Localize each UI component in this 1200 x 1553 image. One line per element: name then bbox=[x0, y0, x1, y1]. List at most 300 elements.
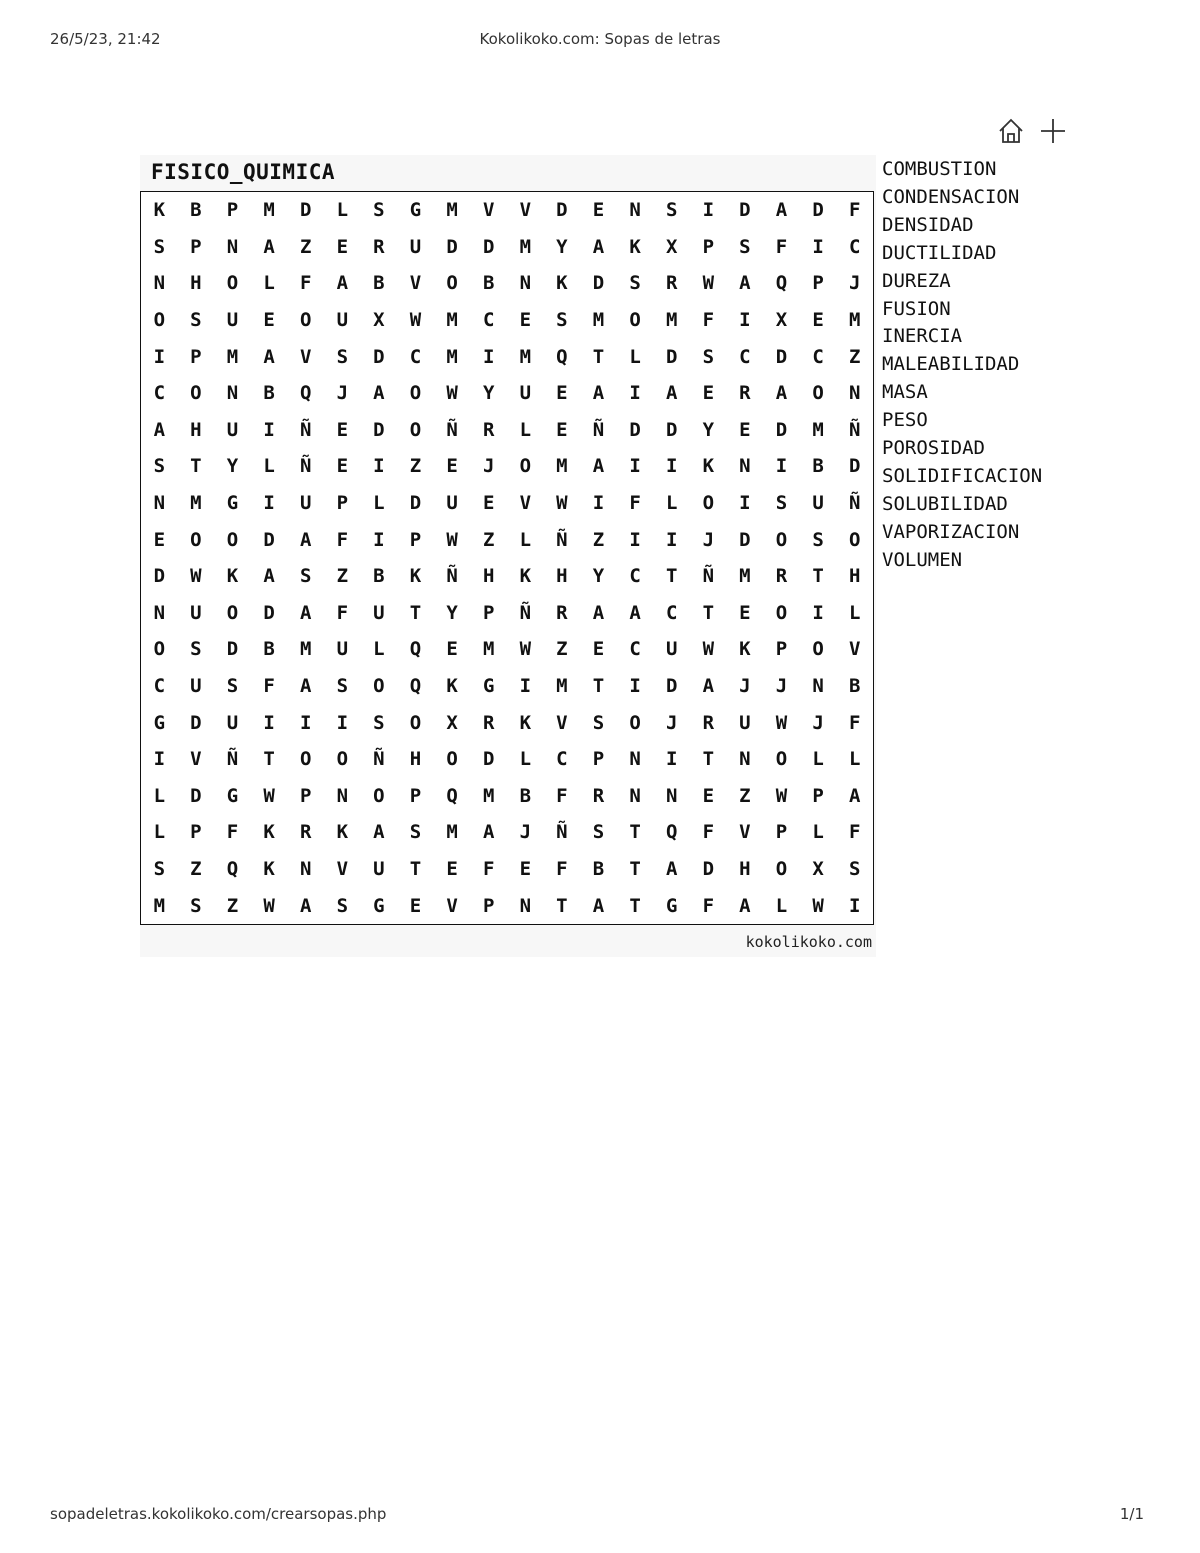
grid-cell[interactable]: B bbox=[373, 272, 385, 295]
grid-cell[interactable]: A bbox=[299, 528, 312, 551]
grid-cell[interactable]: B bbox=[848, 675, 861, 698]
grid-cell[interactable]: V bbox=[519, 199, 532, 222]
grid-cell[interactable]: A bbox=[665, 858, 678, 881]
grid-cell[interactable]: I bbox=[153, 748, 166, 771]
grid-cell[interactable]: O bbox=[409, 382, 422, 405]
grid-cell[interactable]: M bbox=[226, 345, 239, 368]
grid-cell[interactable]: R bbox=[592, 784, 605, 807]
grid-cell[interactable]: U bbox=[373, 601, 385, 624]
grid-cell[interactable]: E bbox=[519, 858, 532, 881]
grid-cell[interactable]: Ñ bbox=[299, 418, 312, 441]
grid-cell[interactable]: N bbox=[153, 601, 166, 624]
grid-cell[interactable]: K bbox=[556, 272, 568, 295]
grid-cell[interactable]: I bbox=[629, 675, 641, 698]
grid-cell[interactable]: O bbox=[848, 528, 861, 551]
grid-cell[interactable]: M bbox=[482, 784, 495, 807]
grid-cell[interactable]: S bbox=[336, 894, 349, 917]
grid-cell[interactable]: N bbox=[153, 272, 166, 295]
grid-cell[interactable]: E bbox=[702, 382, 715, 405]
grid-cell[interactable]: C bbox=[848, 235, 861, 258]
grid-cell[interactable]: T bbox=[702, 748, 715, 771]
grid-cell[interactable]: Z bbox=[409, 455, 422, 478]
grid-cell[interactable]: A bbox=[263, 565, 275, 588]
grid-cell[interactable]: J bbox=[775, 675, 788, 698]
grid-cell[interactable]: L bbox=[665, 492, 678, 515]
grid-cell[interactable]: I bbox=[739, 492, 751, 515]
grid-cell[interactable]: O bbox=[299, 748, 312, 771]
grid-cell[interactable]: M bbox=[190, 492, 202, 515]
grid-cell[interactable]: E bbox=[592, 199, 605, 222]
grid-cell[interactable]: S bbox=[153, 858, 166, 881]
grid-cell[interactable]: I bbox=[373, 528, 385, 551]
grid-cell[interactable]: Ñ bbox=[556, 821, 568, 844]
grid-cell[interactable]: A bbox=[592, 601, 605, 624]
grid-cell[interactable]: I bbox=[263, 418, 275, 441]
grid-cell[interactable]: Q bbox=[409, 638, 422, 661]
grid-cell[interactable]: R bbox=[556, 601, 568, 624]
grid-cell[interactable]: L bbox=[153, 821, 166, 844]
grid-cell[interactable]: S bbox=[665, 199, 678, 222]
grid-cell[interactable]: S bbox=[556, 309, 568, 332]
grid-cell[interactable]: F bbox=[702, 894, 715, 917]
grid-cell[interactable]: J bbox=[702, 528, 715, 551]
grid-cell[interactable]: P bbox=[190, 345, 202, 368]
grid-cell[interactable]: E bbox=[702, 784, 715, 807]
grid-cell[interactable]: O bbox=[299, 309, 312, 332]
grid-cell[interactable]: K bbox=[263, 858, 275, 881]
grid-cell[interactable]: Z bbox=[592, 528, 605, 551]
grid-cell[interactable]: P bbox=[812, 784, 824, 807]
grid-cell[interactable]: Y bbox=[482, 382, 495, 405]
grid-cell[interactable]: G bbox=[153, 711, 166, 734]
grid-cell[interactable]: Z bbox=[848, 345, 861, 368]
grid-cell[interactable]: Q bbox=[665, 821, 678, 844]
grid-cell[interactable]: A bbox=[592, 894, 605, 917]
grid-cell[interactable]: E bbox=[409, 894, 422, 917]
grid-cell[interactable]: T bbox=[556, 894, 568, 917]
grid-cell[interactable]: G bbox=[373, 894, 385, 917]
grid-cell[interactable]: O bbox=[702, 492, 715, 515]
grid-cell[interactable]: E bbox=[263, 309, 275, 332]
grid-cell[interactable]: C bbox=[153, 382, 166, 405]
grid-cell[interactable]: Ñ bbox=[226, 748, 239, 771]
grid-cell[interactable]: W bbox=[263, 894, 275, 917]
grid-cell[interactable]: B bbox=[263, 382, 275, 405]
grid-cell[interactable]: M bbox=[812, 418, 824, 441]
grid-cell[interactable]: S bbox=[336, 345, 349, 368]
grid-cell[interactable]: B bbox=[812, 455, 824, 478]
grid-cell[interactable]: T bbox=[629, 821, 641, 844]
grid-cell[interactable]: S bbox=[409, 821, 422, 844]
grid-cell[interactable]: S bbox=[812, 528, 824, 551]
grid-cell[interactable]: V bbox=[848, 638, 861, 661]
grid-cell[interactable]: M bbox=[556, 675, 568, 698]
grid-cell[interactable]: M bbox=[299, 638, 312, 661]
grid-cell[interactable]: A bbox=[299, 894, 312, 917]
grid-cell[interactable]: U bbox=[812, 492, 824, 515]
grid-cell[interactable]: J bbox=[336, 382, 349, 405]
grid-cell[interactable]: N bbox=[629, 748, 641, 771]
grid-cell[interactable]: M bbox=[739, 565, 751, 588]
grid-cell[interactable]: K bbox=[153, 199, 166, 222]
grid-cell[interactable]: O bbox=[373, 784, 385, 807]
grid-cell[interactable]: W bbox=[190, 565, 202, 588]
grid-cell[interactable]: N bbox=[153, 492, 166, 515]
grid-cell[interactable]: P bbox=[409, 528, 422, 551]
grid-cell[interactable]: L bbox=[336, 199, 349, 222]
grid-cell[interactable]: H bbox=[190, 418, 202, 441]
grid-cell[interactable]: O bbox=[629, 711, 641, 734]
grid-cell[interactable]: S bbox=[592, 711, 605, 734]
grid-cell[interactable]: S bbox=[190, 894, 202, 917]
grid-cell[interactable]: O bbox=[153, 638, 166, 661]
grid-cell[interactable]: V bbox=[190, 748, 202, 771]
grid-cell[interactable]: A bbox=[482, 821, 495, 844]
grid-cell[interactable]: T bbox=[702, 601, 715, 624]
grid-cell[interactable]: A bbox=[629, 601, 641, 624]
grid-cell[interactable]: O bbox=[446, 272, 458, 295]
grid-cell[interactable]: O bbox=[775, 528, 788, 551]
grid-cell[interactable]: K bbox=[446, 675, 458, 698]
grid-cell[interactable]: R bbox=[775, 565, 788, 588]
grid-cell[interactable]: C bbox=[409, 345, 422, 368]
grid-cell[interactable]: K bbox=[263, 821, 275, 844]
grid-cell[interactable]: S bbox=[226, 675, 239, 698]
grid-cell[interactable]: S bbox=[592, 821, 605, 844]
grid-cell[interactable]: T bbox=[665, 565, 678, 588]
grid-cell[interactable]: A bbox=[263, 235, 275, 258]
grid-cell[interactable]: X bbox=[446, 711, 458, 734]
grid-cell[interactable]: M bbox=[556, 455, 568, 478]
grid-cell[interactable]: W bbox=[775, 784, 788, 807]
grid-cell[interactable]: D bbox=[702, 858, 715, 881]
grid-cell[interactable]: F bbox=[336, 601, 349, 624]
grid-cell[interactable]: B bbox=[592, 858, 605, 881]
grid-cell[interactable]: N bbox=[519, 272, 532, 295]
grid-cell[interactable]: A bbox=[299, 601, 312, 624]
grid-cell[interactable]: L bbox=[263, 272, 275, 295]
grid-cell[interactable]: F bbox=[263, 675, 275, 698]
grid-cell[interactable]: I bbox=[373, 455, 385, 478]
grid-cell[interactable]: A bbox=[373, 821, 385, 844]
grid-cell[interactable]: Q bbox=[556, 345, 568, 368]
grid-cell[interactable]: Q bbox=[775, 272, 788, 295]
grid-cell[interactable]: F bbox=[848, 711, 861, 734]
grid-cell[interactable]: A bbox=[848, 784, 861, 807]
grid-cell[interactable]: A bbox=[702, 675, 715, 698]
grid-cell[interactable]: I bbox=[629, 455, 641, 478]
grid-cell[interactable]: N bbox=[226, 382, 239, 405]
grid-cell[interactable]: M bbox=[848, 309, 861, 332]
grid-cell[interactable]: I bbox=[299, 711, 312, 734]
grid-cell[interactable]: V bbox=[299, 345, 312, 368]
grid-cell[interactable]: W bbox=[446, 382, 458, 405]
grid-cell[interactable]: D bbox=[482, 235, 495, 258]
grid-cell[interactable]: U bbox=[190, 675, 202, 698]
grid-cell[interactable]: Z bbox=[556, 638, 568, 661]
grid-cell[interactable]: X bbox=[775, 309, 788, 332]
grid-cell[interactable]: S bbox=[702, 345, 715, 368]
grid-cell[interactable]: C bbox=[482, 309, 495, 332]
grid-cell[interactable]: D bbox=[263, 601, 275, 624]
grid-cell[interactable]: X bbox=[373, 309, 385, 332]
grid-cell[interactable]: O bbox=[336, 748, 349, 771]
grid-cell[interactable]: S bbox=[373, 199, 385, 222]
grid-cell[interactable]: R bbox=[299, 821, 312, 844]
grid-cell[interactable]: Ñ bbox=[702, 565, 715, 588]
grid-cell[interactable]: P bbox=[592, 748, 605, 771]
grid-cell[interactable]: W bbox=[446, 528, 458, 551]
grid-cell[interactable]: Z bbox=[190, 858, 202, 881]
grid-cell[interactable]: B bbox=[482, 272, 495, 295]
grid-cell[interactable]: K bbox=[519, 711, 532, 734]
grid-cell[interactable]: O bbox=[226, 272, 239, 295]
grid-cell[interactable]: A bbox=[665, 382, 678, 405]
grid-cell[interactable]: I bbox=[702, 199, 715, 222]
grid-cell[interactable]: E bbox=[336, 418, 349, 441]
grid-cell[interactable]: S bbox=[739, 235, 751, 258]
grid-cell[interactable]: U bbox=[409, 235, 422, 258]
grid-cell[interactable]: O bbox=[629, 309, 641, 332]
grid-cell[interactable]: E bbox=[446, 858, 458, 881]
grid-cell[interactable]: F bbox=[848, 199, 861, 222]
grid-cell[interactable]: R bbox=[482, 418, 495, 441]
grid-cell[interactable]: E bbox=[519, 309, 532, 332]
grid-cell[interactable]: P bbox=[336, 492, 349, 515]
grid-cell[interactable]: A bbox=[153, 418, 166, 441]
grid-cell[interactable]: K bbox=[336, 821, 349, 844]
grid-cell[interactable]: S bbox=[373, 711, 385, 734]
grid-cell[interactable]: C bbox=[812, 345, 824, 368]
grid-cell[interactable]: O bbox=[812, 638, 824, 661]
grid-cell[interactable]: L bbox=[519, 528, 532, 551]
grid-cell[interactable]: D bbox=[665, 675, 678, 698]
grid-cell[interactable]: E bbox=[153, 528, 166, 551]
grid-cell[interactable]: M bbox=[263, 199, 275, 222]
grid-cell[interactable]: D bbox=[739, 528, 751, 551]
grid-cell[interactable]: K bbox=[629, 235, 641, 258]
grid-cell[interactable]: I bbox=[665, 528, 678, 551]
grid-cell[interactable]: E bbox=[482, 492, 495, 515]
grid-cell[interactable]: O bbox=[812, 382, 824, 405]
grid-cell[interactable]: I bbox=[153, 345, 166, 368]
grid-cell[interactable]: O bbox=[775, 748, 788, 771]
grid-cell[interactable]: U bbox=[336, 638, 349, 661]
grid-cell[interactable]: L bbox=[153, 784, 166, 807]
grid-cell[interactable]: N bbox=[226, 235, 239, 258]
grid-cell[interactable]: D bbox=[373, 418, 385, 441]
grid-cell[interactable]: I bbox=[519, 675, 532, 698]
grid-cell[interactable]: A bbox=[373, 382, 385, 405]
grid-cell[interactable]: N bbox=[848, 382, 861, 405]
grid-cell[interactable]: S bbox=[629, 272, 641, 295]
grid-cell[interactable]: M bbox=[482, 638, 495, 661]
grid-cell[interactable]: J bbox=[482, 455, 495, 478]
grid-cell[interactable]: O bbox=[190, 382, 202, 405]
grid-cell[interactable]: S bbox=[153, 235, 166, 258]
grid-cell[interactable]: Ñ bbox=[848, 418, 861, 441]
grid-cell[interactable]: T bbox=[629, 894, 641, 917]
grid-cell[interactable]: E bbox=[446, 638, 458, 661]
grid-cell[interactable]: J bbox=[665, 711, 678, 734]
grid-cell[interactable]: N bbox=[336, 784, 349, 807]
grid-cell[interactable]: U bbox=[226, 309, 239, 332]
grid-cell[interactable]: Ñ bbox=[446, 418, 458, 441]
grid-cell[interactable]: G bbox=[482, 675, 495, 698]
grid-cell[interactable]: U bbox=[190, 601, 202, 624]
grid-cell[interactable]: F bbox=[336, 528, 349, 551]
grid-cell[interactable]: F bbox=[556, 858, 568, 881]
grid-cell[interactable]: W bbox=[556, 492, 568, 515]
grid-cell[interactable]: W bbox=[702, 272, 715, 295]
grid-cell[interactable]: Q bbox=[446, 784, 458, 807]
grid-cell[interactable]: H bbox=[848, 565, 861, 588]
grid-cell[interactable]: O bbox=[446, 748, 458, 771]
grid-cell[interactable]: U bbox=[336, 309, 349, 332]
grid-cell[interactable]: G bbox=[226, 492, 239, 515]
grid-cell[interactable]: Z bbox=[336, 565, 349, 588]
grid-cell[interactable]: O bbox=[409, 418, 422, 441]
grid-cell[interactable]: Y bbox=[702, 418, 715, 441]
grid-cell[interactable]: Ñ bbox=[556, 528, 568, 551]
grid-cell[interactable]: Y bbox=[446, 601, 458, 624]
grid-cell[interactable]: S bbox=[775, 492, 788, 515]
grid-cell[interactable]: P bbox=[190, 235, 202, 258]
grid-cell[interactable]: T bbox=[263, 748, 275, 771]
grid-cell[interactable]: M bbox=[153, 894, 166, 917]
grid-cell[interactable]: E bbox=[812, 309, 824, 332]
grid-cell[interactable]: C bbox=[739, 345, 751, 368]
grid-cell[interactable]: A bbox=[592, 382, 605, 405]
grid-cell[interactable]: W bbox=[263, 784, 275, 807]
grid-cell[interactable]: V bbox=[336, 858, 349, 881]
grid-cell[interactable]: T bbox=[409, 858, 422, 881]
grid-cell[interactable]: P bbox=[299, 784, 312, 807]
grid-cell[interactable]: A bbox=[739, 272, 751, 295]
grid-cell[interactable]: M bbox=[519, 235, 532, 258]
grid-cell[interactable]: A bbox=[775, 199, 788, 222]
grid-cell[interactable]: I bbox=[629, 528, 641, 551]
grid-cell[interactable]: P bbox=[702, 235, 715, 258]
grid-cell[interactable]: E bbox=[446, 455, 458, 478]
grid-cell[interactable]: R bbox=[702, 711, 715, 734]
home-icon[interactable] bbox=[996, 116, 1026, 146]
grid-cell[interactable]: C bbox=[556, 748, 568, 771]
grid-cell[interactable]: R bbox=[665, 272, 678, 295]
grid-cell[interactable]: T bbox=[592, 345, 605, 368]
grid-cell[interactable]: T bbox=[409, 601, 422, 624]
grid-cell[interactable]: M bbox=[446, 821, 458, 844]
grid-cell[interactable]: I bbox=[812, 235, 824, 258]
grid-cell[interactable]: E bbox=[739, 418, 751, 441]
grid-cell[interactable]: D bbox=[299, 199, 312, 222]
grid-cell[interactable]: I bbox=[263, 492, 275, 515]
grid-cell[interactable]: L bbox=[629, 345, 641, 368]
grid-cell[interactable]: I bbox=[336, 711, 349, 734]
grid-cell[interactable]: K bbox=[702, 455, 715, 478]
grid-cell[interactable]: F bbox=[226, 821, 239, 844]
grid-cell[interactable]: I bbox=[739, 309, 751, 332]
grid-cell[interactable]: D bbox=[848, 455, 861, 478]
grid-cell[interactable]: Y bbox=[226, 455, 239, 478]
grid-cell[interactable]: B bbox=[373, 565, 385, 588]
grid-cell[interactable]: X bbox=[812, 858, 824, 881]
grid-cell[interactable]: F bbox=[775, 235, 788, 258]
grid-cell[interactable]: J bbox=[812, 711, 824, 734]
grid-cell[interactable]: L bbox=[519, 748, 532, 771]
grid-cell[interactable]: U bbox=[299, 492, 312, 515]
grid-cell[interactable]: H bbox=[482, 565, 495, 588]
grid-cell[interactable]: D bbox=[190, 784, 202, 807]
grid-cell[interactable]: A bbox=[775, 382, 788, 405]
grid-cell[interactable]: G bbox=[226, 784, 239, 807]
grid-cell[interactable]: V bbox=[739, 821, 751, 844]
grid-cell[interactable]: U bbox=[226, 711, 239, 734]
grid-cell[interactable]: U bbox=[739, 711, 751, 734]
grid-cell[interactable]: P bbox=[775, 821, 788, 844]
grid-cell[interactable]: U bbox=[665, 638, 678, 661]
grid-cell[interactable]: C bbox=[153, 675, 166, 698]
grid-cell[interactable]: O bbox=[226, 528, 239, 551]
grid-cell[interactable]: Y bbox=[556, 235, 568, 258]
grid-cell[interactable]: K bbox=[409, 565, 422, 588]
grid-cell[interactable]: S bbox=[153, 455, 166, 478]
grid-cell[interactable]: V bbox=[482, 199, 495, 222]
grid-cell[interactable]: U bbox=[373, 858, 385, 881]
grid-cell[interactable]: S bbox=[190, 309, 202, 332]
grid-cell[interactable]: L bbox=[848, 601, 861, 624]
grid-cell[interactable]: L bbox=[775, 894, 788, 917]
grid-cell[interactable]: D bbox=[629, 418, 641, 441]
grid-cell[interactable]: O bbox=[226, 601, 239, 624]
grid-cell[interactable]: O bbox=[775, 601, 788, 624]
grid-cell[interactable]: Ñ bbox=[848, 492, 861, 515]
grid-cell[interactable]: D bbox=[153, 565, 166, 588]
grid-cell[interactable]: D bbox=[665, 418, 678, 441]
grid-cell[interactable]: H bbox=[409, 748, 422, 771]
grid-cell[interactable]: F bbox=[482, 858, 495, 881]
grid-cell[interactable]: P bbox=[812, 272, 824, 295]
grid-cell[interactable]: M bbox=[446, 309, 458, 332]
grid-cell[interactable]: G bbox=[409, 199, 422, 222]
grid-cell[interactable]: N bbox=[629, 199, 641, 222]
grid-cell[interactable]: D bbox=[556, 199, 568, 222]
grid-cell[interactable]: Z bbox=[739, 784, 751, 807]
grid-cell[interactable]: O bbox=[409, 711, 422, 734]
grid-cell[interactable]: W bbox=[812, 894, 824, 917]
grid-cell[interactable]: D bbox=[665, 345, 678, 368]
grid-cell[interactable]: Ñ bbox=[592, 418, 605, 441]
grid-cell[interactable]: I bbox=[775, 455, 788, 478]
plus-icon[interactable] bbox=[1038, 116, 1068, 146]
grid-cell[interactable]: Ñ bbox=[519, 601, 532, 624]
grid-cell[interactable]: Q bbox=[226, 858, 239, 881]
grid-cell[interactable]: P bbox=[775, 638, 788, 661]
grid-cell[interactable]: Ñ bbox=[373, 748, 385, 771]
grid-cell[interactable]: K bbox=[226, 565, 239, 588]
grid-cell[interactable]: D bbox=[373, 345, 385, 368]
grid-cell[interactable]: I bbox=[848, 894, 861, 917]
grid-cell[interactable]: L bbox=[373, 638, 385, 661]
grid-cell[interactable]: A bbox=[299, 675, 312, 698]
grid-cell[interactable]: E bbox=[592, 638, 605, 661]
grid-cell[interactable]: L bbox=[519, 418, 532, 441]
grid-cell[interactable]: I bbox=[665, 455, 678, 478]
grid-cell[interactable]: B bbox=[190, 199, 202, 222]
grid-cell[interactable]: W bbox=[409, 309, 422, 332]
grid-cell[interactable]: F bbox=[702, 309, 715, 332]
grid-cell[interactable]: D bbox=[263, 528, 275, 551]
